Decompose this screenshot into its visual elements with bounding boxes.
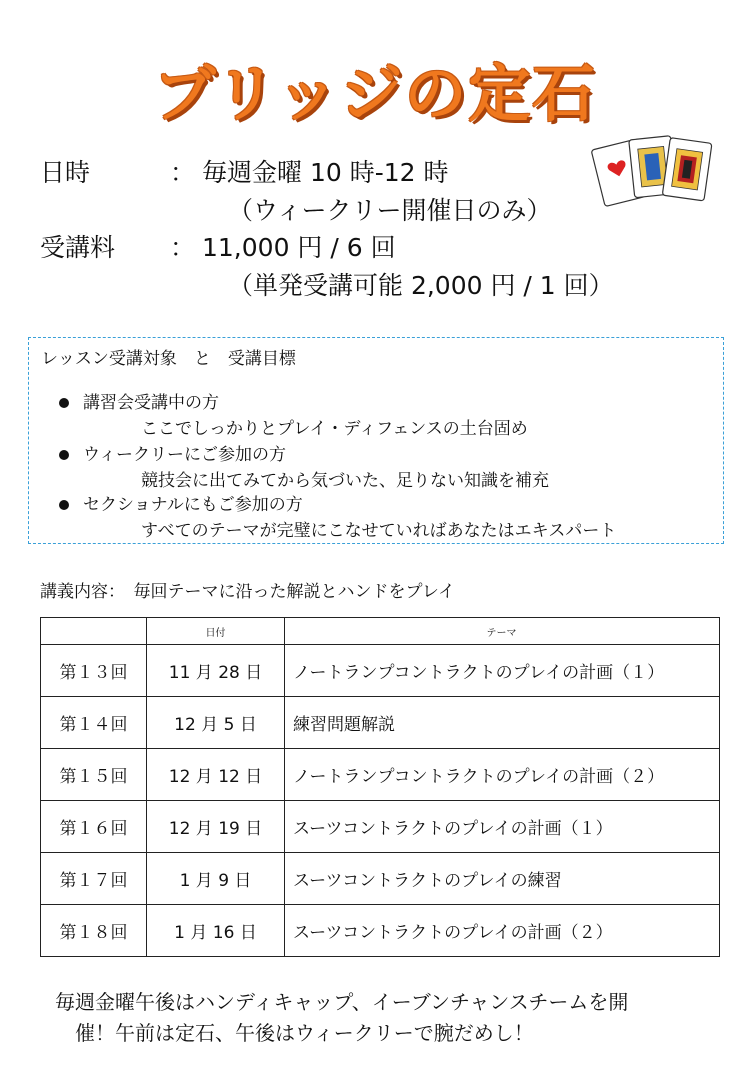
table-row (41, 749, 720, 801)
table-header: 日付 (147, 618, 285, 645)
table-header-row (41, 618, 720, 645)
page-title: ブリッジの定石 (153, 57, 597, 130)
fee-label: 受講料 (40, 233, 116, 262)
schedule-table (40, 617, 720, 957)
date-cell: 11 月 28 日 (147, 645, 285, 697)
datetime-value: 毎週金曜 10 時-12 時 (202, 158, 449, 187)
session-cell: 第１８回 (41, 905, 147, 957)
target-item-label: セクショナルにもご参加の方 (83, 495, 303, 515)
datetime-label: 日時 (40, 158, 91, 187)
theme-cell: ノートランプコントラクトのプレイの計画（１） (285, 645, 720, 697)
target-heading: レッスン受講対象 と 受講目標 (41, 349, 296, 369)
target-item-desc: すべてのテーマが完璧にこなせていればあなたはエキスパート (141, 521, 617, 541)
bullet-icon (59, 500, 69, 510)
table-row (41, 801, 720, 853)
target-item-label: 講習会受講中の方 (83, 393, 219, 413)
theme-cell: 練習問題解説 (285, 697, 720, 749)
fee-note: （単発受講可能 2,000 円 / 1 回） (228, 271, 614, 300)
target-item (59, 388, 219, 413)
playing-cards-icon (590, 130, 720, 210)
theme-cell: ノートランプコントラクトのプレイの計画（２） (285, 749, 720, 801)
session-cell: 第１７回 (41, 853, 147, 905)
date-cell: 1 月 16 日 (147, 905, 285, 957)
target-box (28, 337, 724, 544)
footer-line-2: 催！午前は定石、午後はウィークリーで腕だめし！ (75, 1021, 534, 1045)
date-cell: 12 月 12 日 (147, 749, 285, 801)
footer-note (55, 987, 628, 1049)
table-row (41, 697, 720, 749)
table-row (41, 853, 720, 905)
table-header: テーマ (285, 618, 720, 645)
target-item (59, 440, 286, 465)
date-cell: 1 月 9 日 (147, 853, 285, 905)
date-cell: 12 月 5 日 (147, 697, 285, 749)
datetime-colon: ： (170, 158, 196, 187)
session-cell: 第１４回 (41, 697, 147, 749)
fee-colon: ： (170, 233, 196, 262)
datetime-note: （ウィークリー開催日のみ） (228, 196, 552, 225)
target-item-desc: ここでしっかりとプレイ・ディフェンスの土台固め (141, 419, 528, 439)
footer-line-1: 毎週金曜午後はハンディキャップ、イーブンチャンスチームを開 (55, 990, 629, 1014)
date-cell: 12 月 19 日 (147, 801, 285, 853)
session-cell: 第１５回 (41, 749, 147, 801)
target-item-desc: 競技会に出てみてから気づいた、足りない知識を補充 (141, 471, 549, 491)
table-header (41, 618, 147, 645)
table-row (41, 645, 720, 697)
theme-cell: スーツコントラクトのプレイの計画（１） (285, 801, 720, 853)
theme-cell: スーツコントラクトのプレイの練習 (285, 853, 720, 905)
session-cell: 第１６回 (41, 801, 147, 853)
table-row (41, 905, 720, 957)
target-item (59, 490, 303, 515)
bullet-icon (59, 398, 69, 408)
lecture-content: 講義内容： 毎回テーマに沿った解説とハンドをプレイ (40, 582, 455, 602)
session-cell: 第１３回 (41, 645, 147, 697)
fee-value: 11,000 円 / 6 回 (202, 233, 396, 262)
bullet-icon (59, 450, 69, 460)
target-item-label: ウィークリーにご参加の方 (83, 445, 286, 465)
theme-cell: スーツコントラクトのプレイの計画（２） (285, 905, 720, 957)
